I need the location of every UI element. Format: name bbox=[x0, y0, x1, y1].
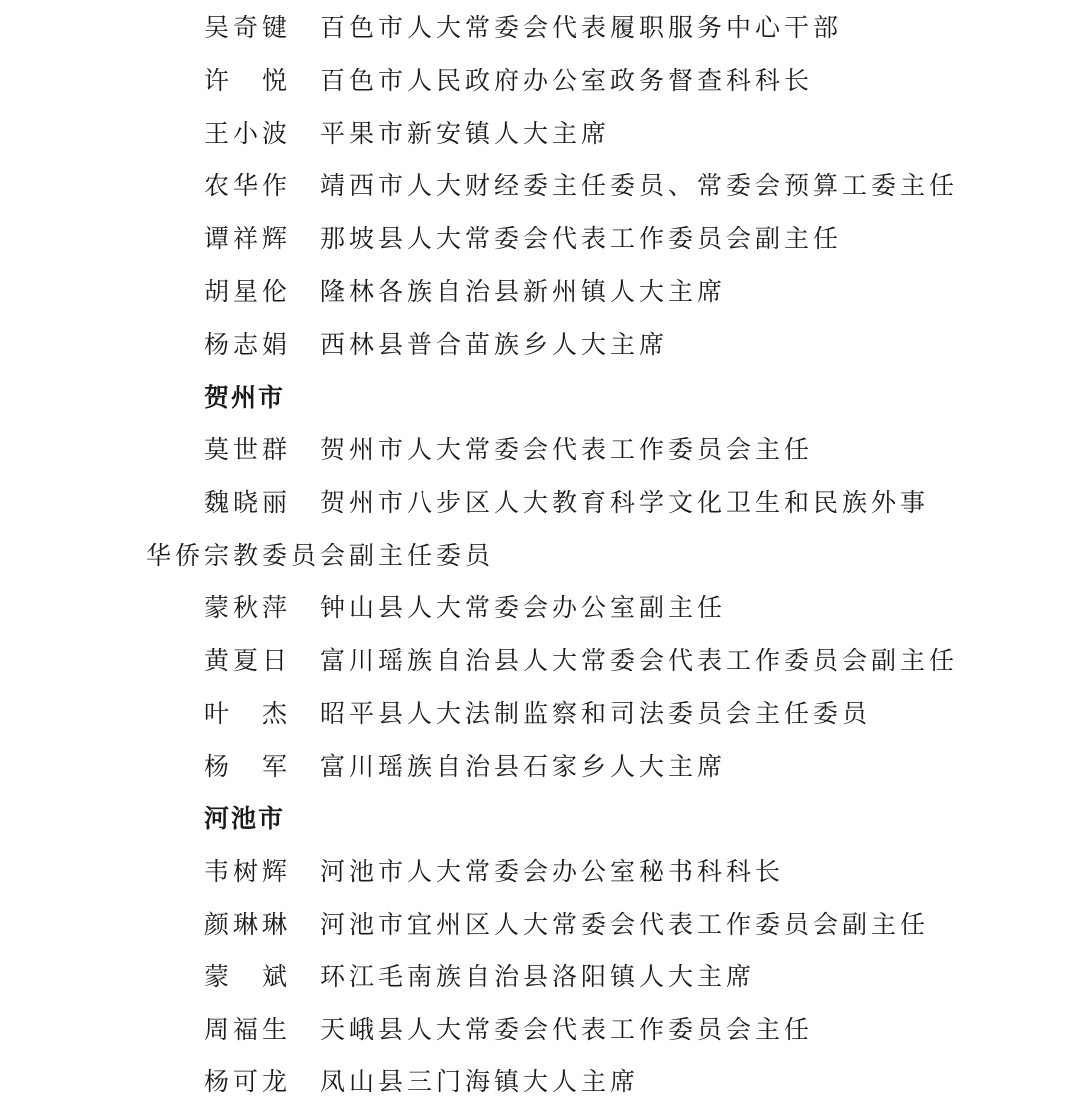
list-item bbox=[204, 270, 726, 314]
person-role: 那坡县人大常委会代表工作委员会副主任 bbox=[320, 224, 843, 253]
person-role: 富川瑶族自治县人大常委会代表工作委员会副主任 bbox=[320, 646, 959, 675]
list-item bbox=[204, 112, 610, 156]
person-role: 靖西市人大财经委主任委员、常委会预算工委主任 bbox=[320, 171, 959, 200]
person-name: 杨 军 bbox=[204, 752, 292, 781]
list-item bbox=[204, 59, 813, 103]
list-item bbox=[204, 428, 813, 472]
list-item bbox=[204, 164, 958, 208]
person-role: 环江毛南族自治县洛阳镇人大主席 bbox=[320, 962, 756, 991]
list-item bbox=[204, 903, 929, 947]
person-role: 贺州市人大常委会代表工作委员会主任 bbox=[320, 435, 814, 464]
person-name: 蒙 斌 bbox=[204, 962, 292, 991]
person-role: 百色市人民政府办公室政务督查科科长 bbox=[320, 66, 814, 95]
list-item bbox=[204, 745, 726, 789]
person-role: 贺州市八步区人大教育科学文化卫生和民族外事 bbox=[320, 488, 930, 517]
person-name: 莫世群 bbox=[204, 435, 292, 464]
person-role: 河池市宜州区人大常委会代表工作委员会副主任 bbox=[320, 910, 930, 939]
section-heading-hezhou: 贺州市 bbox=[204, 383, 286, 412]
list-item bbox=[204, 1060, 639, 1104]
person-role: 天峨县人大常委会代表工作委员会主任 bbox=[320, 1015, 814, 1044]
section-heading-hechi: 河池市 bbox=[204, 804, 286, 833]
person-name: 吴奇键 bbox=[204, 13, 292, 42]
list-item bbox=[204, 586, 726, 630]
person-name: 蒙秋萍 bbox=[204, 593, 292, 622]
person-name: 杨志娟 bbox=[204, 330, 292, 359]
list-item bbox=[204, 481, 929, 525]
list-item bbox=[204, 217, 842, 261]
person-name: 颜琳琳 bbox=[204, 910, 292, 939]
person-name: 王小波 bbox=[204, 119, 292, 148]
person-name: 许 悦 bbox=[204, 66, 292, 95]
list-item bbox=[204, 955, 755, 999]
person-name: 魏晓丽 bbox=[204, 488, 292, 517]
person-name: 周福生 bbox=[204, 1015, 292, 1044]
role-continuation: 华侨宗教委员会副主任委员 bbox=[146, 541, 495, 570]
person-name: 谭祥辉 bbox=[204, 224, 292, 253]
list-item bbox=[204, 1008, 813, 1052]
person-role: 河池市人大常委会办公室秘书科科长 bbox=[320, 857, 785, 886]
person-role: 百色市人大常委会代表履职服务中心干部 bbox=[320, 13, 843, 42]
person-role: 西林县普合苗族乡人大主席 bbox=[320, 330, 669, 359]
person-name: 杨可龙 bbox=[204, 1067, 292, 1096]
person-role: 昭平县人大法制监察和司法委员会主任委员 bbox=[320, 699, 872, 728]
person-role: 富川瑶族自治县石家乡人大主席 bbox=[320, 752, 727, 781]
person-name: 农华作 bbox=[204, 171, 292, 200]
list-item bbox=[204, 692, 871, 736]
person-role: 钟山县人大常委会办公室副主任 bbox=[320, 593, 727, 622]
person-role: 平果市新安镇人大主席 bbox=[320, 119, 611, 148]
person-role: 隆林各族自治县新州镇人大主席 bbox=[320, 277, 727, 306]
list-item bbox=[204, 639, 958, 683]
person-name: 胡星伦 bbox=[204, 277, 292, 306]
person-name: 黄夏日 bbox=[204, 646, 292, 675]
list-item bbox=[204, 850, 784, 894]
person-name: 韦树辉 bbox=[204, 857, 292, 886]
list-item bbox=[204, 323, 668, 367]
person-name: 叶 杰 bbox=[204, 699, 292, 728]
person-role: 凤山县三门海镇大人主席 bbox=[320, 1067, 640, 1096]
list-item bbox=[204, 6, 842, 50]
